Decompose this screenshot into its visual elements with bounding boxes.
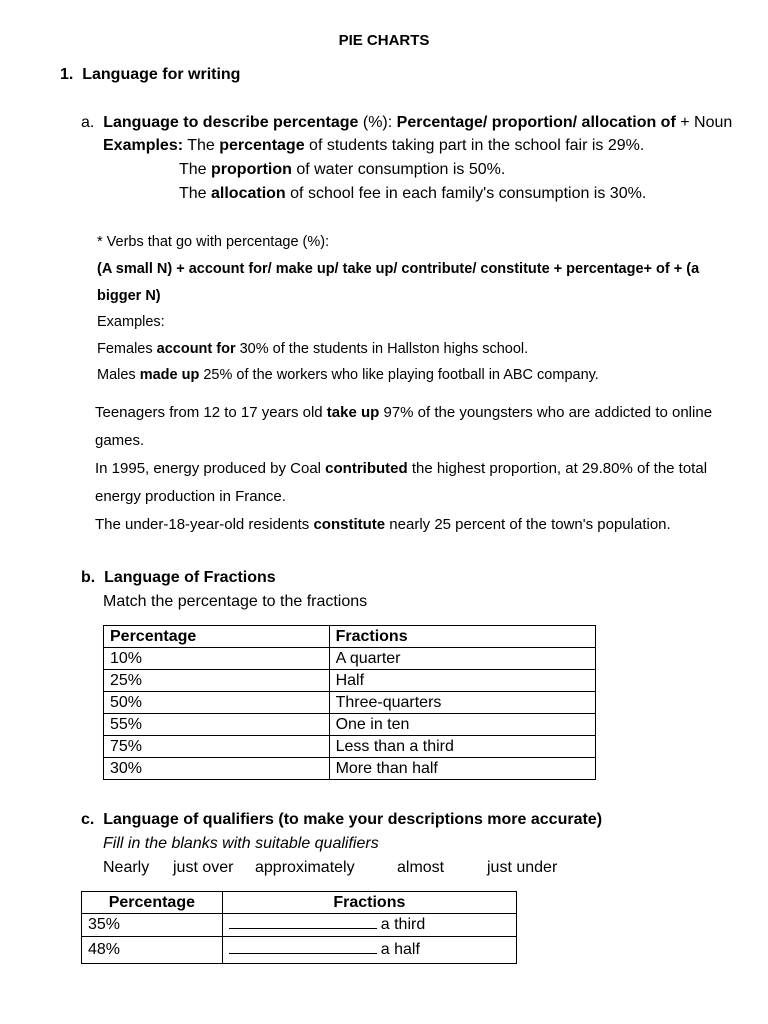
part-a-example-3 (179, 185, 646, 203)
table-row (104, 670, 596, 692)
example-text: The (179, 185, 212, 202)
section-heading (60, 66, 240, 84)
example-keyword: proportion (211, 161, 292, 178)
table-cell: 50% (104, 692, 330, 714)
part-a-pct: (%): (358, 114, 397, 131)
part-b-title: Language of Fractions (104, 569, 276, 586)
qualifiers-table (81, 891, 517, 964)
qualifier-word: just over (173, 859, 234, 876)
qualifier-word: approximately (255, 859, 355, 876)
verbs-example-3 (95, 404, 712, 421)
table-row (82, 914, 517, 937)
part-a-example-1 (103, 137, 644, 155)
example-keyword: constitute (313, 516, 386, 533)
verbs-examples-label: Examples: (97, 314, 165, 330)
part-b-letter: b. (81, 569, 96, 586)
verbs-example-2 (97, 367, 599, 383)
part-a-tail: + Noun (675, 114, 733, 131)
table-row (104, 736, 596, 758)
example-text: The (183, 137, 220, 154)
table-header-cell: Percentage (104, 626, 330, 648)
example-text: The (179, 161, 212, 178)
qualifier-word: Nearly (103, 859, 150, 876)
part-c-heading (81, 811, 602, 829)
example-keyword: allocation (211, 185, 286, 202)
example-keyword: percentage (219, 137, 305, 154)
example-text: of water consumption is 50%. (291, 161, 506, 178)
part-b-heading (81, 569, 276, 587)
fill-in-blank[interactable] (229, 914, 377, 929)
table-row (104, 758, 596, 780)
table-row (104, 648, 596, 670)
example-keyword: made up (139, 367, 200, 383)
example-text: the highest proportion, at 29.80% of the total (407, 460, 708, 477)
part-c-title: Language of qualifiers (to make your descriptions more accurate) (103, 811, 603, 828)
verbs-intro: * Verbs that go with percentage (%): (97, 234, 330, 250)
table-cell (222, 937, 516, 964)
table-cell: A quarter (329, 648, 595, 670)
fractions-table (103, 625, 596, 780)
table-cell (222, 914, 516, 937)
part-c-instruction: Fill in the blanks with suitable qualifiers (103, 835, 379, 852)
table-header-cell: Percentage (82, 892, 223, 914)
example-keyword: contributed (325, 460, 408, 477)
example-text: nearly 25 percent of the town's population. (385, 516, 671, 533)
page-title: PIE CHARTS (338, 32, 430, 49)
part-a-letter: a. (81, 114, 95, 131)
section-number: 1. (60, 66, 74, 83)
fraction-text: a third (380, 916, 426, 933)
example-text: Females (97, 341, 157, 357)
verbs-example-3-cont: games. (95, 432, 145, 449)
part-b-instruction: Match the percentage to the fractions (103, 593, 368, 610)
examples-label: Examples: (103, 137, 184, 154)
qualifier-word: just under (487, 859, 558, 876)
verbs-formula-line2: bigger N) (97, 288, 161, 304)
table-cell: One in ten (329, 714, 595, 736)
table-cell: 25% (104, 670, 330, 692)
verbs-example-4 (95, 460, 707, 477)
example-keyword: take up (326, 404, 380, 421)
part-c-letter: c. (81, 811, 95, 828)
table-cell: 55% (104, 714, 330, 736)
table-cell: 48% (82, 937, 223, 964)
table-cell: 75% (104, 736, 330, 758)
table-cell: Three-quarters (329, 692, 595, 714)
part-a-title: Language to describe percentage (103, 114, 359, 131)
table-header-cell: Fractions (329, 626, 595, 648)
example-text: In 1995, energy produced by Coal (95, 460, 326, 477)
verbs-example-4-cont: energy production in France. (95, 488, 286, 505)
verbs-example-1 (97, 341, 528, 357)
section-title: Language for writing (82, 66, 241, 83)
table-cell: 35% (82, 914, 223, 937)
verbs-formula-line1: (A small N) + account for/ make up/ take up/ contribute/ constitute + percentage+ of + (a (97, 261, 700, 277)
table-cell: 10% (104, 648, 330, 670)
example-text: Teenagers from 12 to 17 years old (95, 404, 327, 421)
table-header-row (82, 892, 517, 914)
example-text: of school fee in each family's consumption is 30%. (285, 185, 647, 202)
fraction-text: a half (380, 941, 420, 958)
table-cell: Half (329, 670, 595, 692)
example-text: 25% of the workers who like playing football in ABC company. (199, 367, 599, 383)
example-text: 97% of the youngsters who are addicted to online (379, 404, 713, 421)
fill-in-blank[interactable] (229, 939, 377, 954)
example-text: Males (97, 367, 140, 383)
example-text: 30% of the students in Hallston highs school. (235, 341, 529, 357)
part-a-example-2 (179, 161, 505, 179)
table-row (82, 937, 517, 964)
table-cell: More than half (329, 758, 595, 780)
example-text: The under-18-year-old residents (95, 516, 314, 533)
verbs-example-5 (95, 516, 671, 533)
example-keyword: account for (156, 341, 236, 357)
table-row (104, 714, 596, 736)
table-header-cell: Fractions (222, 892, 516, 914)
part-a-nouns: Percentage/ proportion/ allocation of (396, 114, 676, 131)
table-cell: Less than a third (329, 736, 595, 758)
part-a-heading (81, 114, 732, 132)
qualifier-word: almost (397, 859, 445, 876)
table-row (104, 692, 596, 714)
example-text: of students taking part in the school fair is 29%. (304, 137, 645, 154)
table-header-row (104, 626, 596, 648)
table-cell: 30% (104, 758, 330, 780)
